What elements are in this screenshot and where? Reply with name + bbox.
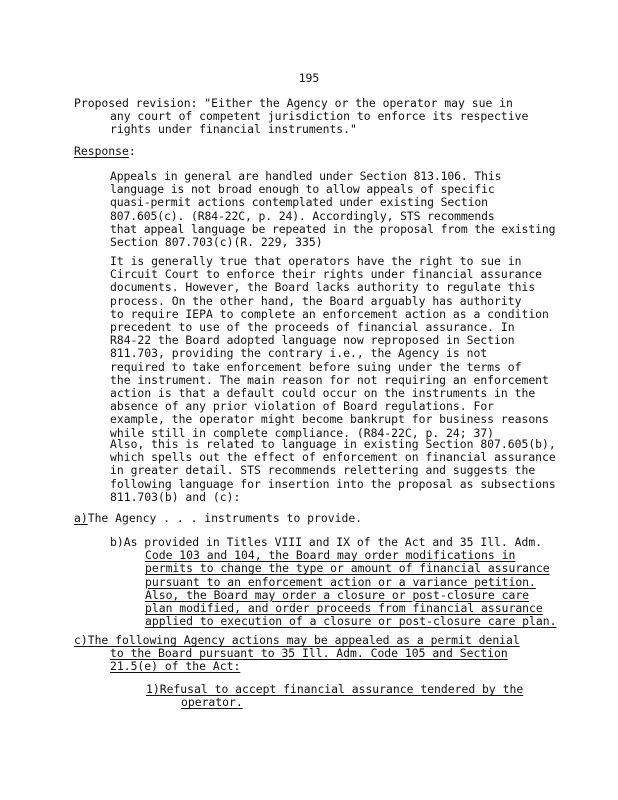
paragraph-line: absence of any prior violation of Board regulations. For (110, 399, 495, 414)
subsection-c-line: 21.5(e) of the Act: (110, 659, 241, 674)
subsection-b-line: applied to execution of a closure or post-closure care plan. (145, 614, 557, 629)
paragraph-line: documents. However, the Board lacks authority to regulate this (110, 280, 536, 295)
paragraph-line: Appeals in general are handled under Section 813.106. This (110, 169, 502, 183)
paragraph-line: 807.605(c). (R84-22C, p. 24). Accordingly, STS recommends (110, 208, 495, 223)
proposed-revision-line: Proposed revision: "Either the Agency or the operator may sue in (74, 96, 513, 110)
paragraph-line: example, the operator might become bankrupt for business reasons (110, 412, 549, 427)
paragraph-line: Section 807.703(c)(R. 229, 335) (110, 235, 323, 250)
subsection-c1-text: Refusal to accept financial assurance tendered by the (159, 682, 524, 696)
paragraph-line: R84-22 the Board adopted language now reproposed in Section (110, 333, 515, 348)
subsection-a-marker: a) (74, 511, 88, 525)
subsection-c (74, 634, 520, 674)
paragraph-also (110, 438, 556, 504)
paragraph-line: It is generally true that operators have the right to sue in (110, 254, 522, 268)
proposed-revision-line: any court of competent jurisdiction to enforce its respective (110, 109, 529, 124)
subsection-c1-line: operator. (181, 695, 243, 710)
paragraph-line: 811.703, providing the contrary i.e., the Agency is not (110, 346, 488, 361)
subsection-b-line: Code 103 and 104, the Board may order modifications in (145, 548, 516, 563)
subsection-c-line: to the Board pursuant to 35 Ill. Adm. Code 105 and Section (110, 646, 508, 661)
paragraph-line: process. On the other hand, the Board arguably has authority (110, 293, 522, 308)
response-heading-line (74, 145, 136, 158)
subsection-c-text: The following Agency actions may be appealed as a permit denial (87, 633, 520, 647)
paragraph-line: Also, this is related to language in existing Section 807.605(b), (110, 437, 556, 451)
paragraph-line: while still in complete compliance. (R84-22C, p. 24; 37) (110, 425, 495, 440)
paragraph-operators-rights (110, 255, 549, 440)
subsection-b-line: plan modified, and order proceeds from financial assurance (145, 601, 543, 616)
subsection-b-line: pursuant to an enforcement action or a variance petition. (145, 574, 536, 589)
subsection-a (74, 512, 362, 525)
paragraph-line: following language for insertion into the proposal as subsections (110, 476, 556, 491)
proposed-revision (74, 97, 528, 137)
paragraph-line: precedent to use of the proceeds of financial assurance. In (110, 320, 515, 335)
paragraph-line: the instrument. The main reason for not requiring an enforcement (110, 372, 549, 387)
paragraph-line: action is that a default could occur on the instruments in the (110, 386, 536, 401)
response-heading: Response (74, 144, 129, 158)
paragraph-line: to require IEPA to complete an enforcement action as a condition (110, 306, 549, 321)
subsection-c1 (146, 683, 523, 709)
page-number: 195 (298, 71, 320, 85)
paragraph-line: language is not broad enough to allow appeals of specific (110, 182, 495, 197)
subsection-b-marker: b) (110, 535, 124, 549)
subsection-b-line: permits to change the type or amount of financial assurance (145, 561, 550, 576)
subsection-b-text: As provided in Titles VIII and IX of the Act and 35 Ill. Adm. (123, 535, 543, 549)
paragraph-line: in greater detail. STS recommends relettering and suggests the (110, 463, 536, 478)
paragraph-line: required to take enforcement before suing under the terms of (110, 359, 522, 374)
paragraph-line: Circuit Court to enforce their rights under financial assurance (110, 267, 543, 282)
paragraph-appeals (110, 170, 555, 249)
subsection-b (110, 536, 556, 628)
subsection-b-line: Also, the Board may order a closure or post-closure care (145, 587, 530, 602)
response-colon: : (128, 144, 136, 158)
subsection-a-text: The Agency . . . instruments to provide. (87, 511, 363, 525)
subsection-c-marker: c) (74, 633, 88, 647)
subsection-c1-marker: 1) (146, 682, 160, 696)
proposed-revision-line: rights under financial instruments." (110, 122, 357, 137)
paragraph-line: that appeal language be repeated in the proposal from the existing (110, 221, 556, 236)
paragraph-line: quasi-permit actions contemplated under existing Section (110, 195, 488, 210)
paragraph-line: which spells out the effect of enforcement on financial assurance (110, 450, 556, 465)
paragraph-line: 811.703(b) and (c): (110, 489, 241, 504)
